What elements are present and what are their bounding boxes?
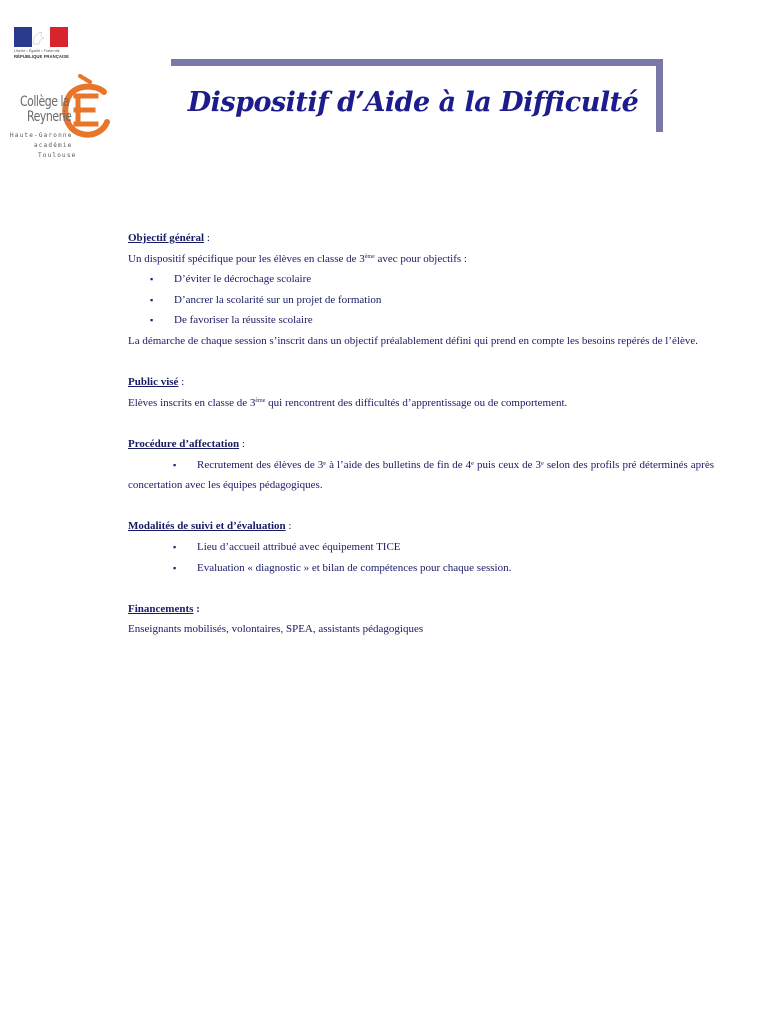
french-flag-icon (14, 27, 68, 47)
modalites-heading (128, 516, 714, 537)
public-text-a: Elèves inscrits en classe de 3 (128, 396, 256, 409)
list-item: ▪ Recrutement des élèves de 3ᵉ à l’aide des bulletins de fin de 4ᵉ puis ceux de 3ᵉ selon des profils pré déterminés après concertation avec les équipes pédagogiques. (128, 455, 714, 496)
modalites-heading-sep: : (285, 520, 292, 533)
objectif-heading (128, 228, 714, 249)
list-item: ▪ De favoriser la réussite scolaire (128, 310, 714, 331)
objectif-heading-sep: : (204, 232, 210, 244)
title-frame-top-border (171, 59, 663, 66)
public-text-b: qui rencontrent des difficultés d’apprentissage ou de comportement. (265, 396, 568, 409)
procedure-heading-sep: : (239, 437, 245, 450)
financements-heading-text: Financements (128, 602, 194, 615)
list-item: ▪ Lieu d’accueil attribué avec équipement TICE (128, 537, 714, 558)
college-region: Haute-Garonne (10, 132, 73, 139)
objectif-outro: La démarche de chaque session s’inscrit dans un objectif préalablement défini qui prend en compte les besoins repérés de l’élève. (128, 334, 698, 347)
public-heading (128, 372, 714, 393)
modalites-list (128, 537, 714, 578)
page-title: Dispositif d’Aide à la Difficulté (187, 87, 639, 118)
objectif-heading-text: Objectif général (128, 232, 205, 244)
list-item: ▪ D’éviter le décrochage scolaire (128, 269, 714, 290)
title-frame-right-border (656, 59, 663, 132)
procedure-heading-text: Procédure d’affectation (128, 437, 240, 450)
college-academie: académie (34, 142, 73, 149)
public-text-sup: ème (255, 397, 266, 404)
list-item: ▪ Evaluation « diagnostic » et bilan de compétences pour chaque session. (128, 558, 714, 579)
objectif-intro-b: avec pour objectifs : (374, 252, 467, 265)
modalites-heading-text: Modalités de suivi et d’évaluation (128, 520, 286, 533)
financements-heading-sep: : (193, 602, 200, 615)
rf-name: RÉPUBLIQUE FRANÇAISE (14, 54, 70, 59)
college-logo (10, 72, 110, 172)
public-text (128, 393, 714, 414)
marianne-icon (27, 30, 49, 45)
public-heading-sep: : (178, 376, 185, 389)
procedure-heading (128, 434, 714, 455)
financements-heading (128, 599, 714, 620)
rf-motto: Liberté • Égalité • Fraternité (14, 49, 60, 53)
document-body (128, 228, 714, 640)
objectif-intro-sup: ème (364, 253, 375, 260)
objectif-list (128, 269, 714, 331)
financements-text: Enseignants mobilisés, volontaires, SPEA, assistants pédagogiques (128, 623, 424, 636)
procedure-list (128, 455, 714, 496)
list-item: ▪ D’ancrer la scolarité sur un projet de formation (128, 290, 714, 311)
college-name-line2: Reynerie (27, 109, 72, 125)
title-frame (171, 59, 663, 132)
college-city: Toulouse (38, 152, 77, 159)
objectif-intro-a: Un dispositif spécifique pour les élèves en classe de 3 (128, 252, 365, 265)
public-heading-text: Public visé (128, 376, 179, 389)
college-name-line1: Collège la (20, 94, 70, 110)
objectif-intro (128, 249, 714, 270)
republique-francaise-logo (14, 27, 70, 59)
